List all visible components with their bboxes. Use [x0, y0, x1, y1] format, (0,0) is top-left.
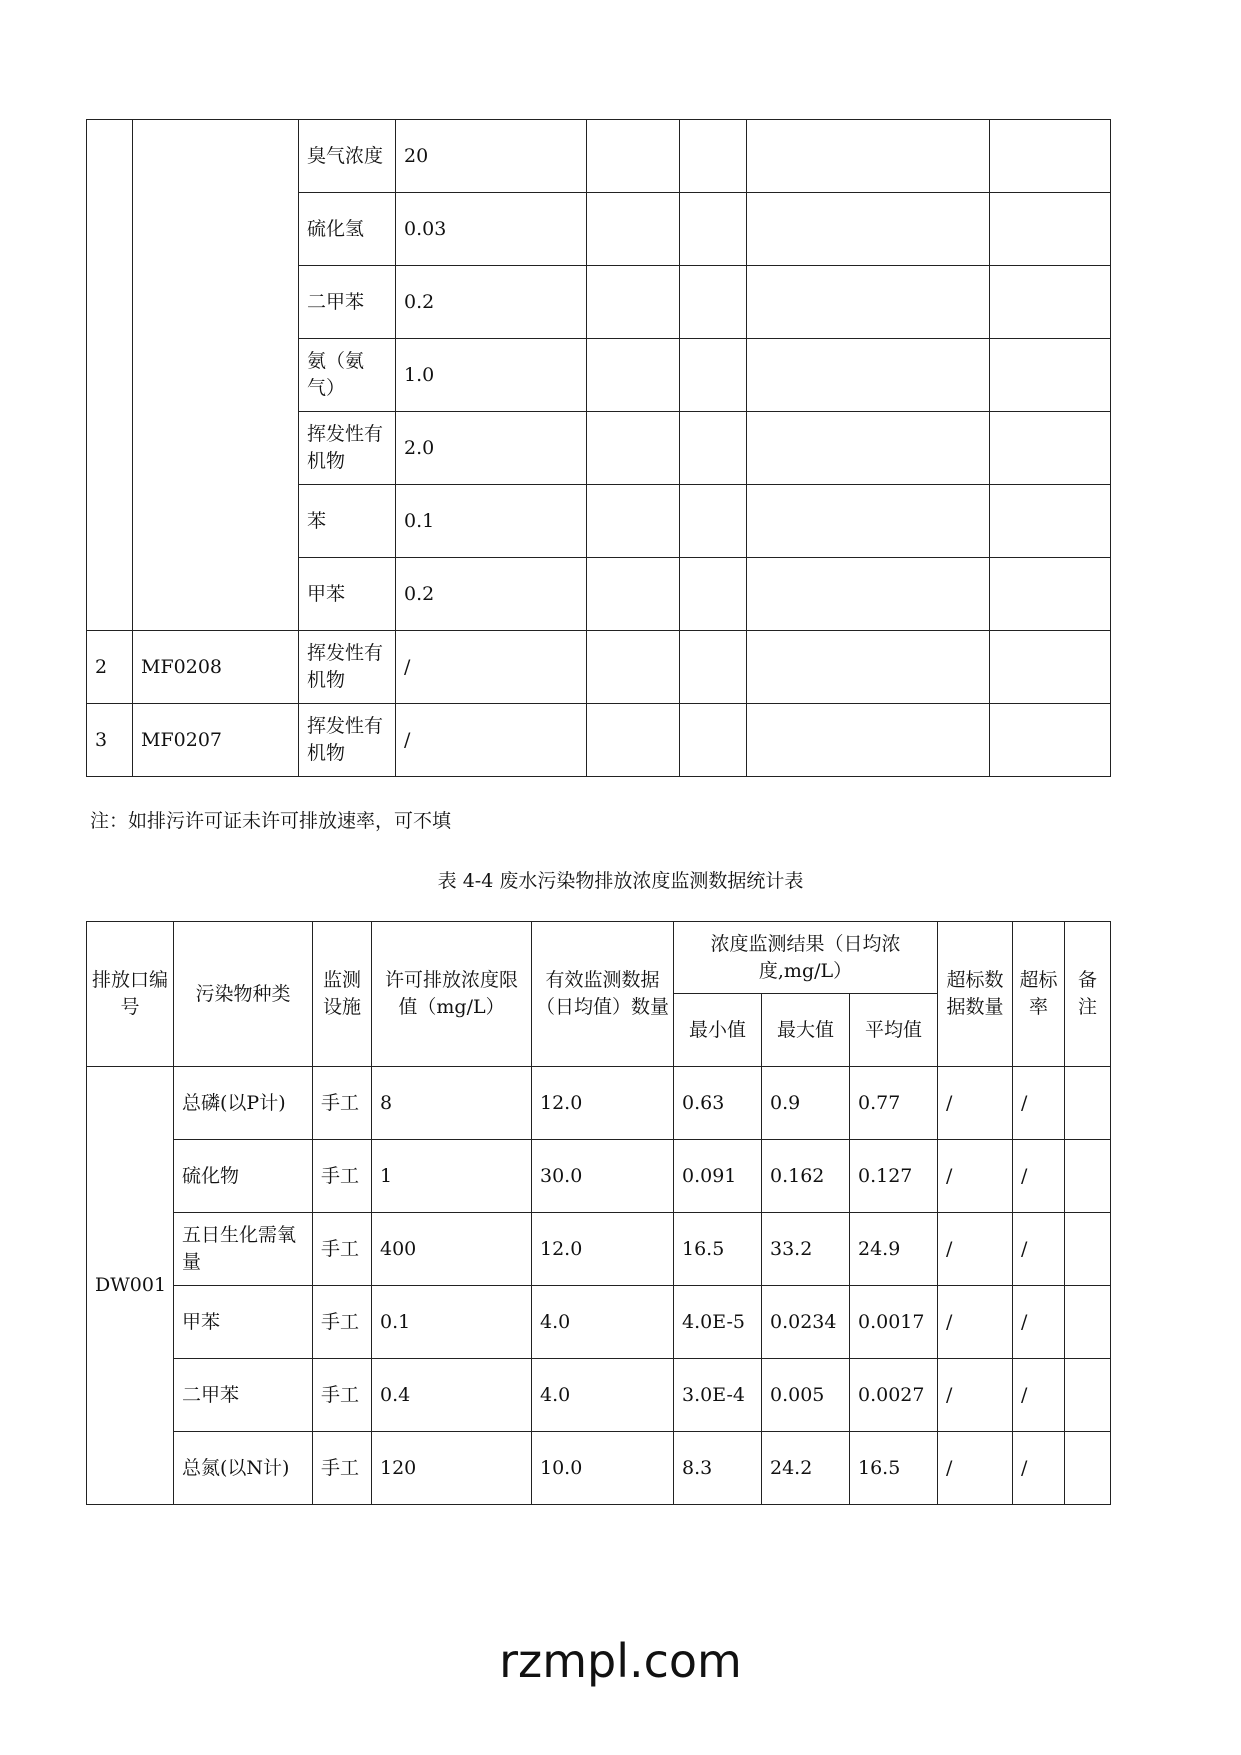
pollutant-cell: 臭气浓度: [299, 120, 396, 193]
remark-cell: [1065, 1286, 1111, 1359]
count-cell: 12.0: [532, 1213, 674, 1286]
min-cell: 0.63: [674, 1067, 762, 1140]
exceed-rate-cell: /: [1013, 1286, 1065, 1359]
count-cell: 4.0: [532, 1286, 674, 1359]
facility-cell: 手工: [313, 1213, 372, 1286]
avg-cell: 0.0027: [850, 1359, 938, 1432]
outlet-code-cell: [133, 120, 299, 631]
limit-cell: 0.4: [372, 1359, 532, 1432]
table-caption: 表 4-4 废水污染物排放浓度监测数据统计表: [437, 870, 804, 892]
header-exceed-rate: 超标率: [1013, 922, 1065, 1067]
min-cell: 0.091: [674, 1140, 762, 1213]
exceed-rate-cell: /: [1013, 1359, 1065, 1432]
exhaust-monitoring-table: [86, 119, 1111, 777]
pollutant-cell: 甲苯: [174, 1286, 313, 1359]
limit-cell: /: [396, 631, 587, 704]
site-watermark: rzmpl.com: [499, 1634, 742, 1688]
table-row: [87, 1067, 1111, 1140]
count-cell: 4.0: [532, 1359, 674, 1432]
min-cell: 3.0E-4: [674, 1359, 762, 1432]
table-row: [87, 120, 1111, 193]
max-cell: 33.2: [762, 1213, 850, 1286]
count-cell: 30.0: [532, 1140, 674, 1213]
pollutant-cell: 挥发性有机物: [299, 704, 396, 777]
exceed-rate-cell: /: [1013, 1067, 1065, 1140]
count-cell: 10.0: [532, 1432, 674, 1505]
pollutant-cell: 总氮(以N计): [174, 1432, 313, 1505]
pollutant-cell: 挥发性有机物: [299, 412, 396, 485]
pollutant-cell: 氨（氨气）: [299, 339, 396, 412]
limit-cell: 0.1: [396, 485, 587, 558]
exceed-count-cell: /: [938, 1286, 1013, 1359]
pollutant-cell: 总磷(以P计): [174, 1067, 313, 1140]
header-exceed-count: 超标数据数量: [938, 922, 1013, 1067]
table-row: [87, 704, 1111, 777]
pollutant-cell: 硫化物: [174, 1140, 313, 1213]
exceed-count-cell: /: [938, 1140, 1013, 1213]
min-cell: 4.0E-5: [674, 1286, 762, 1359]
remark-cell: [1065, 1432, 1111, 1505]
min-cell: 16.5: [674, 1213, 762, 1286]
max-cell: 0.9: [762, 1067, 850, 1140]
avg-cell: 0.0017: [850, 1286, 938, 1359]
table-row: [87, 1432, 1111, 1505]
table-row: [87, 631, 1111, 704]
header-limit: 许可排放浓度限值（mg/L）: [372, 922, 532, 1067]
exceed-count-cell: /: [938, 1067, 1013, 1140]
limit-cell: 1.0: [396, 339, 587, 412]
facility-cell: 手工: [313, 1286, 372, 1359]
max-cell: 24.2: [762, 1432, 850, 1505]
exceed-rate-cell: /: [1013, 1432, 1065, 1505]
facility-cell: 手工: [313, 1432, 372, 1505]
exceed-count-cell: /: [938, 1359, 1013, 1432]
limit-cell: 400: [372, 1213, 532, 1286]
avg-cell: 0.77: [850, 1067, 938, 1140]
remark-cell: [1065, 1359, 1111, 1432]
facility-cell: 手工: [313, 1359, 372, 1432]
pollutant-cell: 挥发性有机物: [299, 631, 396, 704]
count-cell: 12.0: [532, 1067, 674, 1140]
header-avg: 平均值: [850, 994, 938, 1067]
pollutant-cell: 甲苯: [299, 558, 396, 631]
exceed-count-cell: /: [938, 1213, 1013, 1286]
max-cell: 0.005: [762, 1359, 850, 1432]
table-note: 注：如排污许可证未许可排放速率，可不填: [90, 810, 452, 832]
row-number-cell: 3: [87, 704, 133, 777]
outlet-code-cell: DW001: [87, 1067, 174, 1505]
remark-cell: [1065, 1067, 1111, 1140]
row-number-cell: [87, 120, 133, 631]
header-pollutant: 污染物种类: [174, 922, 313, 1067]
max-cell: 0.0234: [762, 1286, 850, 1359]
header-facility: 监测设施: [313, 922, 372, 1067]
header-min: 最小值: [674, 994, 762, 1067]
limit-cell: 8: [372, 1067, 532, 1140]
limit-cell: 0.2: [396, 558, 587, 631]
pollutant-cell: 五日生化需氧量: [174, 1213, 313, 1286]
limit-cell: 0.2: [396, 266, 587, 339]
limit-cell: 1: [372, 1140, 532, 1213]
table-row: [87, 1359, 1111, 1432]
header-result: 浓度监测结果（日均浓度,mg/L）: [674, 922, 938, 994]
avg-cell: 0.127: [850, 1140, 938, 1213]
pollutant-cell: 苯: [299, 485, 396, 558]
table-row: [87, 1213, 1111, 1286]
header-row: [87, 922, 1111, 994]
remark-cell: [1065, 1213, 1111, 1286]
exceed-rate-cell: /: [1013, 1140, 1065, 1213]
pollutant-cell: 硫化氢: [299, 193, 396, 266]
exceed-count-cell: /: [938, 1432, 1013, 1505]
wastewater-monitoring-table: [86, 921, 1111, 1505]
facility-cell: 手工: [313, 1140, 372, 1213]
limit-cell: /: [396, 704, 587, 777]
header-count: 有效监测数据（日均值）数量: [532, 922, 674, 1067]
limit-cell: 120: [372, 1432, 532, 1505]
limit-cell: 0.03: [396, 193, 587, 266]
pollutant-cell: 二甲苯: [174, 1359, 313, 1432]
remark-cell: [1065, 1140, 1111, 1213]
header-max: 最大值: [762, 994, 850, 1067]
min-cell: 8.3: [674, 1432, 762, 1505]
header-remark: 备注: [1065, 922, 1111, 1067]
facility-cell: 手工: [313, 1067, 372, 1140]
pollutant-cell: 二甲苯: [299, 266, 396, 339]
exceed-rate-cell: /: [1013, 1213, 1065, 1286]
table-row: [87, 1140, 1111, 1213]
table-row: [87, 1286, 1111, 1359]
outlet-code-cell: MF0207: [133, 704, 299, 777]
limit-cell: 20: [396, 120, 587, 193]
limit-cell: 0.1: [372, 1286, 532, 1359]
row-number-cell: 2: [87, 631, 133, 704]
outlet-code-cell: MF0208: [133, 631, 299, 704]
avg-cell: 16.5: [850, 1432, 938, 1505]
max-cell: 0.162: [762, 1140, 850, 1213]
limit-cell: 2.0: [396, 412, 587, 485]
header-outlet: 排放口编号: [87, 922, 174, 1067]
avg-cell: 24.9: [850, 1213, 938, 1286]
